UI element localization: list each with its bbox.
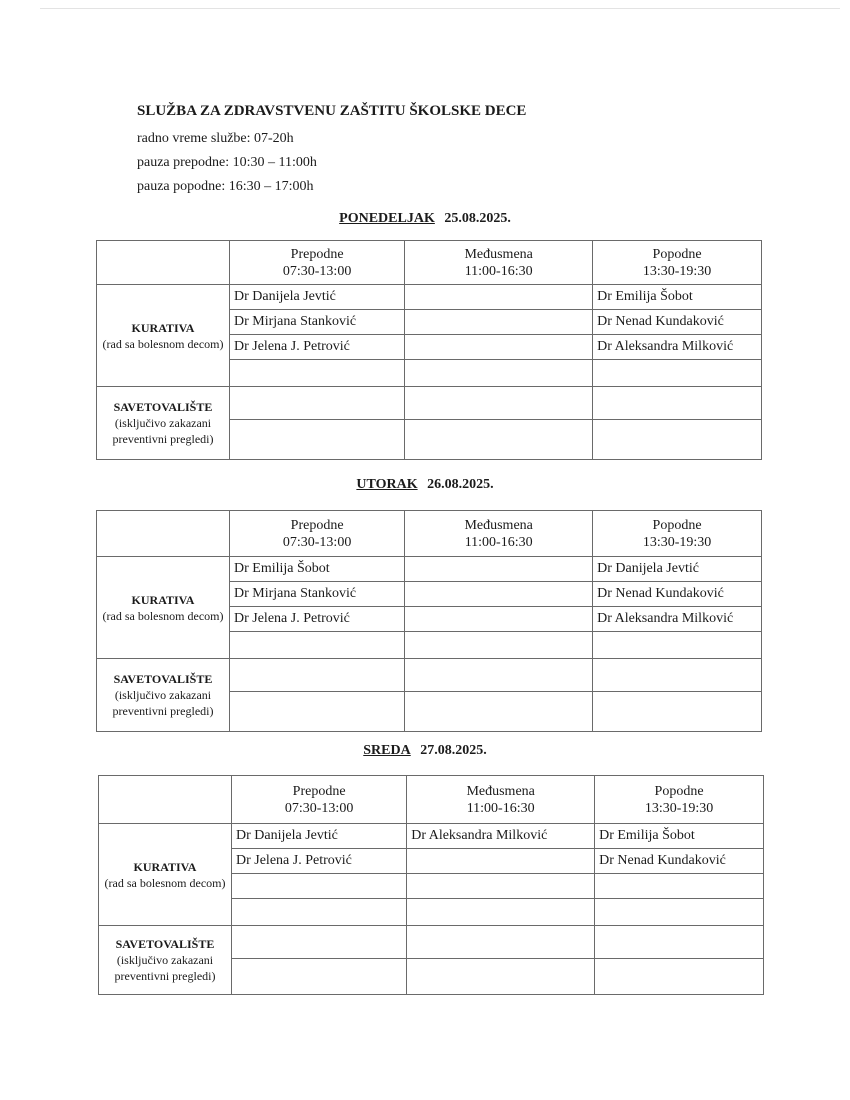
col-head-morning: Prepodne 07:30-13:00 <box>232 776 407 824</box>
row-head-kurativa: KURATIVA (rad sa bolesnom decom) <box>99 824 232 926</box>
empty-cell <box>405 659 593 692</box>
row-head-savetovaliste: SAVETOVALIŠTE (isključivo zakazani preventivni pregledi) <box>97 387 230 460</box>
cell-morning <box>232 899 407 926</box>
cell-morning: Dr Mirjana Stanković <box>230 582 405 607</box>
cell-afternoon <box>593 360 762 387</box>
cell-afternoon <box>595 874 764 899</box>
cell-midshift: Dr Aleksandra Milković <box>407 824 595 849</box>
cell-afternoon: Dr Emilija Šobot <box>593 285 762 310</box>
empty-cell <box>407 926 595 959</box>
empty-cell <box>593 659 762 692</box>
day-heading-wednesday <box>0 743 850 759</box>
cell-morning: Dr Jelena J. Petrović <box>230 335 405 360</box>
document-header <box>137 100 526 198</box>
empty-cell <box>593 692 762 732</box>
cell-afternoon: Dr Nenad Kundaković <box>593 310 762 335</box>
table-row <box>97 285 762 310</box>
cell-afternoon: Dr Danijela Jevtić <box>593 557 762 582</box>
day-date: 26.08.2025. <box>427 477 494 492</box>
row-head-kurativa: KURATIVA (rad sa bolesnom decom) <box>97 285 230 387</box>
cell-midshift <box>405 360 593 387</box>
service-title: SLUŽBA ZA ZDRAVSTVENU ZAŠTITU ŠKOLSKE DECE <box>137 103 527 119</box>
corner-cell <box>97 511 230 557</box>
col-head-afternoon: Popodne 13:30-19:30 <box>593 511 762 557</box>
cell-midshift <box>405 607 593 632</box>
col-head-afternoon: Popodne 13:30-19:30 <box>593 241 762 285</box>
col-head-afternoon: Popodne 13:30-19:30 <box>595 776 764 824</box>
cell-morning: Dr Danijela Jevtić <box>230 285 405 310</box>
cell-midshift <box>407 874 595 899</box>
cell-afternoon: Dr Aleksandra Milković <box>593 335 762 360</box>
schedule-table-wednesday <box>98 775 764 995</box>
empty-cell <box>407 959 595 995</box>
cell-midshift <box>407 899 595 926</box>
empty-cell <box>230 692 405 732</box>
cell-afternoon: Dr Nenad Kundaković <box>595 849 764 874</box>
cell-afternoon <box>593 632 762 659</box>
working-hours: radno vreme službe: 07-20h <box>137 131 294 146</box>
row-head-savetovaliste: SAVETOVALIŠTE (isključivo zakazani preventivni pregledi) <box>97 659 230 732</box>
table-row <box>99 824 764 849</box>
cell-midshift <box>405 335 593 360</box>
day-name: UTORAK <box>356 477 418 492</box>
empty-cell <box>232 959 407 995</box>
cell-morning: Dr Jelena J. Petrović <box>230 607 405 632</box>
empty-cell <box>593 420 762 460</box>
cell-morning: Dr Mirjana Stanković <box>230 310 405 335</box>
empty-cell <box>230 420 405 460</box>
schedule-table-monday <box>96 240 762 460</box>
cell-midshift <box>407 849 595 874</box>
cell-afternoon: Dr Emilija Šobot <box>595 824 764 849</box>
empty-cell <box>405 692 593 732</box>
corner-cell <box>97 241 230 285</box>
empty-cell <box>232 926 407 959</box>
afternoon-break: pauza popodne: 16:30 – 17:00h <box>137 179 314 194</box>
cell-midshift <box>405 632 593 659</box>
cell-afternoon: Dr Nenad Kundaković <box>593 582 762 607</box>
day-heading-monday <box>0 211 850 227</box>
empty-cell <box>405 420 593 460</box>
cell-morning <box>230 632 405 659</box>
morning-break: pauza prepodne: 10:30 – 11:00h <box>137 155 317 170</box>
row-head-savetovaliste: SAVETOVALIŠTE (isključivo zakazani preventivni pregledi) <box>99 926 232 995</box>
cell-midshift <box>405 310 593 335</box>
table-row <box>97 659 762 692</box>
cell-morning: Dr Emilija Šobot <box>230 557 405 582</box>
empty-cell <box>595 926 764 959</box>
schedule-table-tuesday <box>96 510 762 732</box>
table-row <box>97 387 762 420</box>
cell-morning: Dr Jelena J. Petrović <box>232 849 407 874</box>
corner-cell <box>99 776 232 824</box>
cell-morning <box>232 874 407 899</box>
empty-cell <box>230 659 405 692</box>
empty-cell <box>405 387 593 420</box>
table-row <box>97 557 762 582</box>
row-head-kurativa: KURATIVA (rad sa bolesnom decom) <box>97 557 230 659</box>
col-head-midshift: Međusmena 11:00-16:30 <box>407 776 595 824</box>
empty-cell <box>593 387 762 420</box>
cell-afternoon: Dr Aleksandra Milković <box>593 607 762 632</box>
empty-cell <box>595 959 764 995</box>
cell-afternoon <box>595 899 764 926</box>
cell-morning: Dr Danijela Jevtić <box>232 824 407 849</box>
cell-midshift <box>405 285 593 310</box>
cell-midshift <box>405 557 593 582</box>
empty-cell <box>230 387 405 420</box>
cell-morning <box>230 360 405 387</box>
cell-midshift <box>405 582 593 607</box>
day-heading-tuesday <box>0 477 850 493</box>
col-head-midshift: Međusmena 11:00-16:30 <box>405 241 593 285</box>
table-header-row <box>99 776 764 824</box>
table-header-row <box>97 241 762 285</box>
day-date: 25.08.2025. <box>444 211 511 226</box>
col-head-morning: Prepodne 07:30-13:00 <box>230 511 405 557</box>
day-name: PONEDELJAK <box>339 211 435 226</box>
col-head-midshift: Međusmena 11:00-16:30 <box>405 511 593 557</box>
table-row <box>99 926 764 959</box>
day-date: 27.08.2025. <box>420 743 487 758</box>
top-divider <box>40 8 840 9</box>
table-header-row <box>97 511 762 557</box>
col-head-morning: Prepodne 07:30-13:00 <box>230 241 405 285</box>
day-name: SREDA <box>363 743 411 758</box>
